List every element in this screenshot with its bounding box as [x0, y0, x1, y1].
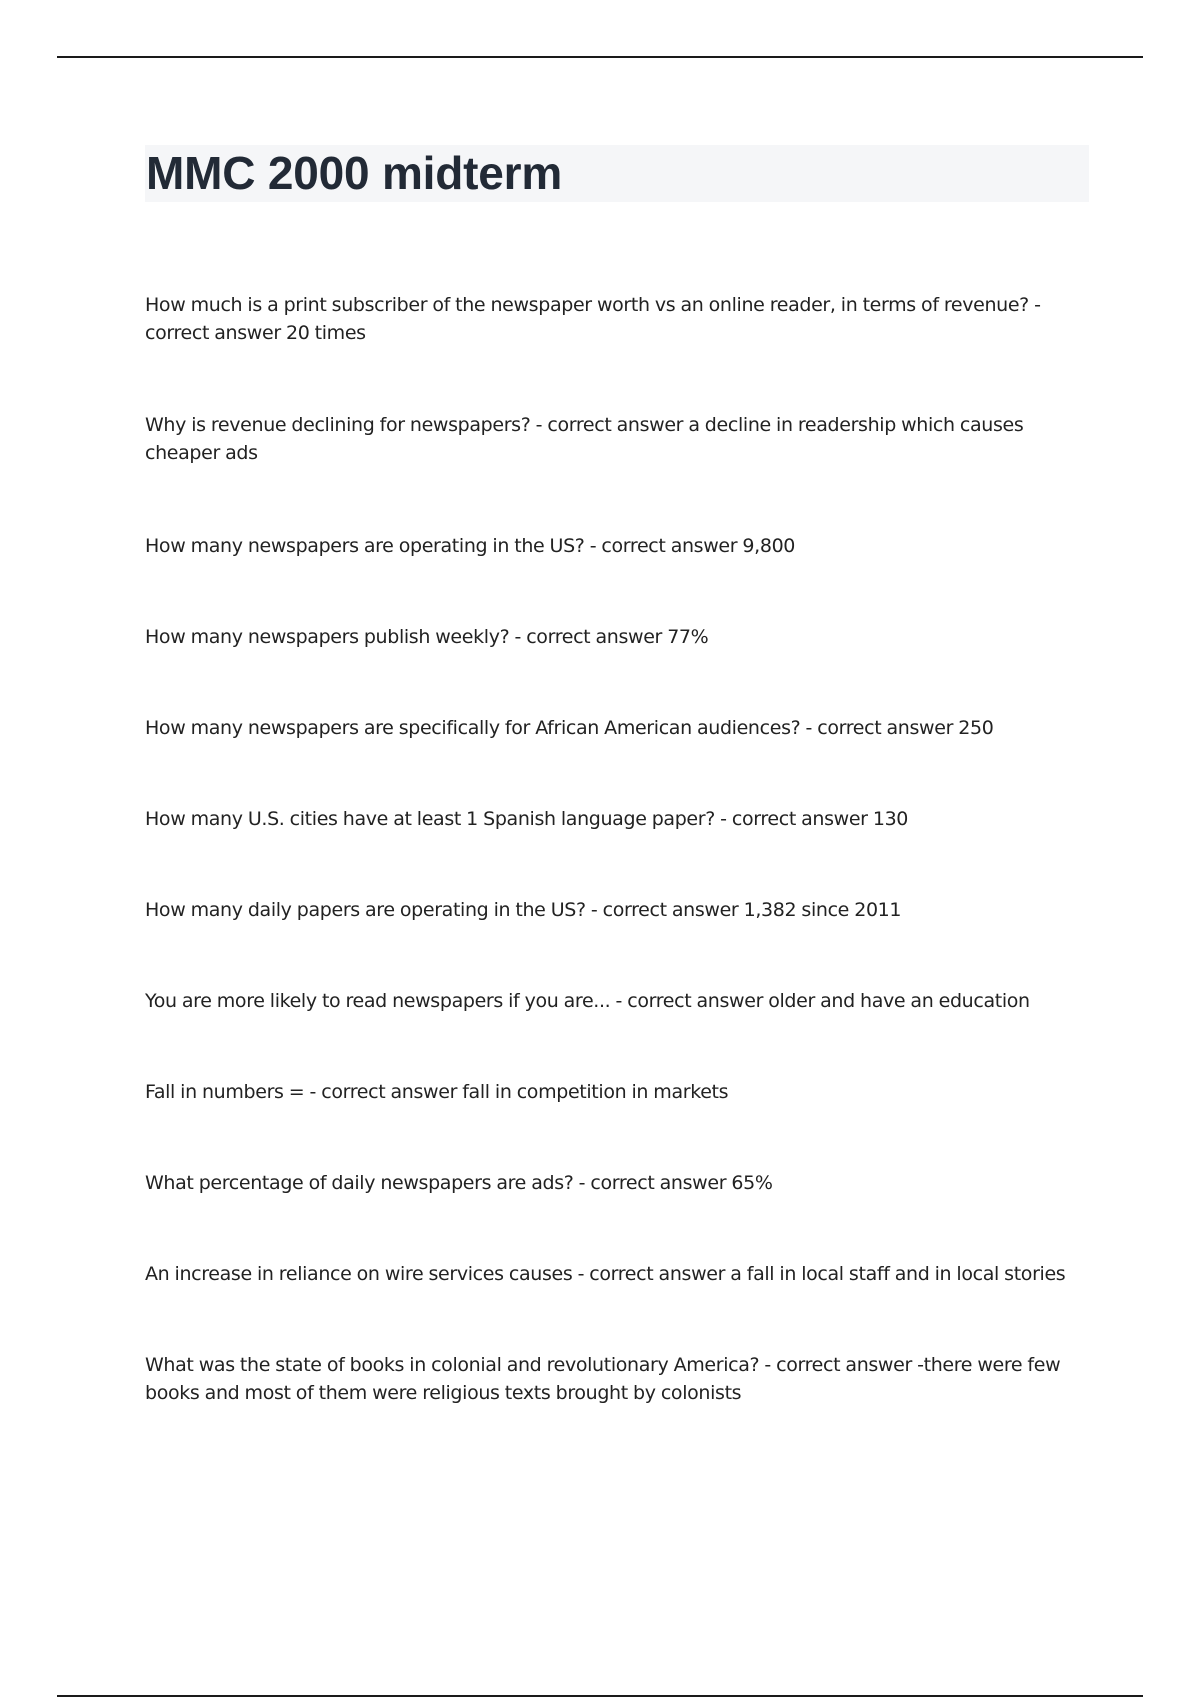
qa-item: How many newspapers are operating in the US? - correct answer 9,800: [145, 535, 796, 557]
qa-item: Fall in numbers = - correct answer fall in competition in markets: [145, 1081, 729, 1103]
qa-item: How many newspapers publish weekly? - correct answer 77%: [145, 626, 709, 648]
qa-item: How many U.S. cities have at least 1 Spanish language paper? - correct answer 130: [145, 808, 909, 830]
qa-item: How many newspapers are specifically for African American audiences? - correct answer 250: [145, 717, 994, 739]
bottom-rule: [57, 1695, 1143, 1697]
qa-item: How many daily papers are operating in the US? - correct answer 1,382 since 2011: [145, 899, 902, 921]
qa-item: Why is revenue declining for newspapers? - correct answer a decline in readership which causes cheaper ads: [145, 414, 1024, 464]
top-rule: [57, 56, 1143, 58]
qa-item: What percentage of daily newspapers are ads? - correct answer 65%: [145, 1172, 773, 1194]
document-title: MMC 2000 midterm: [146, 147, 563, 199]
qa-item: An increase in reliance on wire services causes - correct answer a fall in local staff and in local stories: [145, 1263, 1066, 1285]
qa-item: You are more likely to read newspapers if you are... - correct answer older and have an education: [145, 990, 1030, 1012]
qa-item: How much is a print subscriber of the newspaper worth vs an online reader, in terms of revenue? - correct answer 20 times: [145, 294, 1041, 344]
qa-item: What was the state of books in colonial and revolutionary America? - correct answer -there were few books and most of them were religious texts brought by colonists: [145, 1354, 1061, 1404]
